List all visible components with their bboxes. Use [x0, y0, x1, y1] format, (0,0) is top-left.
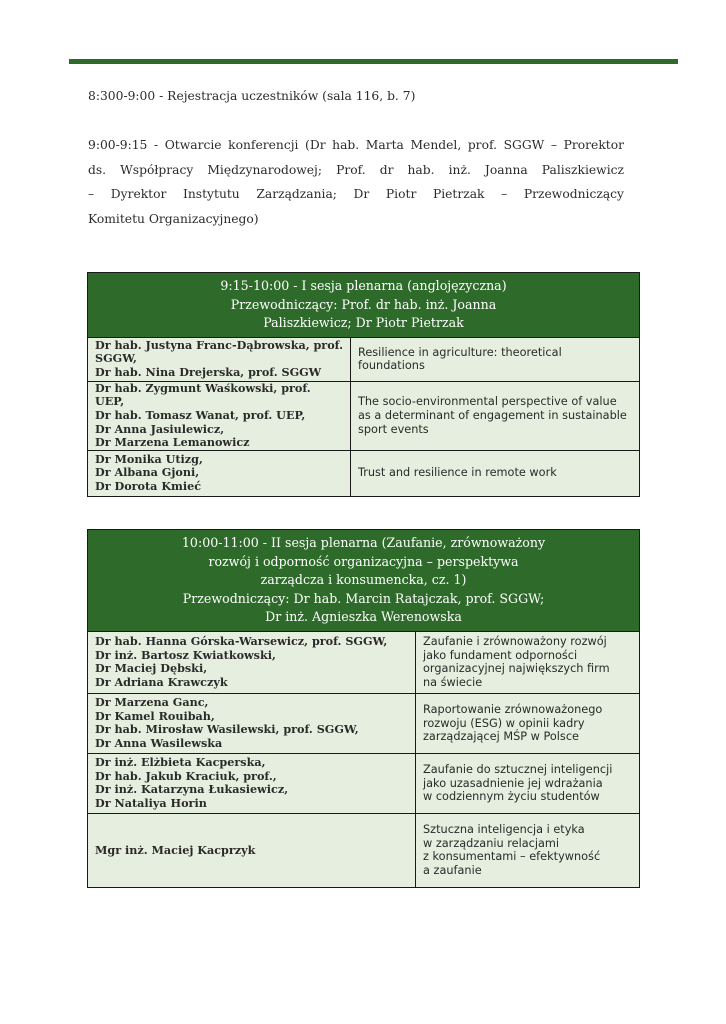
author-line: Dr Anna Wasilewska	[95, 736, 223, 751]
table-row	[88, 813, 640, 887]
talk-title-line: organizacyjnej największych firm	[423, 662, 610, 676]
author-line: Dr Dorota Kmieć	[95, 479, 202, 494]
session2-title-line: 10:00-11:00 - II sesja plenarna (Zaufanie, zrównoważony	[181, 535, 546, 550]
opening-line: ds. Współpracy Międzynarodowej; Prof. dr hab. inż. Joanna Paliszkiewicz	[88, 162, 624, 177]
authors-cell	[88, 337, 351, 381]
header-rule	[69, 59, 678, 64]
registration-line: 8:300-9:00 - Rejestracja uczestników (sala 116, b. 7)	[88, 89, 416, 103]
table-row	[88, 631, 640, 693]
talk-title-line: zarządzającej MŚP w Polsce	[423, 730, 579, 744]
author-line: Dr inż. Elżbieta Kacperska,	[95, 755, 266, 770]
table-row	[88, 381, 640, 450]
session1-header	[88, 273, 640, 338]
talk-title-cell	[416, 693, 640, 753]
table-row	[88, 337, 640, 381]
opening-paragraph	[88, 133, 624, 231]
opening-line: – Dyrektor Instytutu Zarządzania; Dr Piotr Pietrzak – Przewodniczący	[88, 187, 624, 201]
table-row	[88, 693, 640, 753]
session2-title-line: rozwój i odporność organizacyjna – perspektywa	[208, 553, 519, 569]
session1-title-line: Przewodniczący: Prof. dr hab. inż. Joanna	[230, 296, 497, 312]
author-line: Dr Adriana Krawczyk	[95, 675, 228, 690]
talk-title-line: w zarządzaniu relacjami	[423, 836, 560, 850]
talk-title-cell	[416, 813, 640, 887]
author-line: Dr hab. Tomasz Wanat, prof. UEP,	[95, 407, 306, 422]
author-line: Dr inż. Katarzyna Łukasiewicz,	[95, 782, 289, 797]
talk-title-line: Zaufanie i zrównoważony rozwój	[423, 635, 607, 649]
author-line: Dr Nataliya Horin	[95, 796, 207, 811]
session2-title-line: Dr inż. Agnieszka Werenowska	[265, 609, 462, 625]
author-line: Dr hab. Zygmunt Waśkowski, prof. UEP,	[95, 380, 311, 409]
author-line: Dr Maciej Dębski,	[95, 661, 208, 676]
talk-title-line: jako fundament odporności	[423, 648, 578, 662]
author-line: Dr hab. Jakub Kraciuk, prof.,	[95, 768, 277, 783]
table-row	[88, 450, 640, 496]
talk-title-cell	[416, 631, 640, 693]
author-line: Dr hab. Hanna Górska-Warsewicz, prof. SGGW,	[95, 634, 388, 649]
author-line: Dr Kamel Rouibah,	[95, 708, 215, 723]
authors-cell	[88, 450, 351, 496]
session2-table	[87, 529, 640, 888]
opening-line: 9:00-9:15 - Otwarcie konferencji (Dr hab. Marta Mendel, prof. SGGW – Prorektor	[88, 138, 624, 152]
talk-title-cell	[416, 753, 640, 813]
talk-title-line: na świecie	[423, 676, 483, 690]
author-line: Dr Marzena Lemanowicz	[95, 435, 250, 450]
authors-cell	[88, 753, 416, 813]
opening-line: Komitetu Organizacyjnego)	[88, 211, 259, 226]
authors-cell	[88, 693, 416, 753]
talk-title-line: Zaufanie do sztucznej inteligencji	[423, 763, 613, 777]
session2-title-line: zarządcza i konsumencka, cz. 1)	[260, 572, 467, 588]
author-line: Dr inż. Bartosz Kwiatkowski,	[95, 647, 276, 662]
table-row	[88, 753, 640, 813]
author-line: SGGW,	[95, 351, 137, 366]
author-line: Dr hab. Mirosław Wasilewski, prof. SGGW,	[95, 722, 359, 737]
talk-title-line: z konsumentami – efektywność	[423, 850, 601, 864]
author-line: Dr Marzena Ganc,	[95, 695, 209, 710]
session1-title-line: Paliszkiewicz; Dr Piotr Pietrzak	[263, 315, 464, 331]
talk-title-line: Sztuczna inteligencja i etyka	[423, 823, 585, 837]
talk-title-line: w codziennym życiu studentów	[423, 790, 600, 804]
talk-title-line: rozwoju (ESG) w opinii kadry	[423, 716, 585, 730]
talk-title-line: Raportowanie zrównoważonego	[423, 703, 603, 717]
authors-cell	[88, 631, 416, 693]
authors-cell	[88, 381, 351, 450]
author-line: Dr Albana Gjoni,	[95, 465, 200, 480]
talk-title-cell: The socio-environmental perspective of value as a determinant of engagement in sustainable sport events	[351, 381, 640, 450]
author-line: Dr hab. Nina Drejerska, prof. SGGW	[95, 365, 322, 380]
author-line: Mgr inż. Maciej Kacprzyk	[95, 842, 256, 857]
talk-title-cell: Trust and resilience in remote work	[351, 450, 640, 496]
talk-title-cell: Resilience in agriculture: theoretical foundations	[351, 337, 640, 381]
author-line: Dr Monika Utizg,	[95, 451, 203, 466]
author-line: Dr Anna Jasiulewicz,	[95, 421, 225, 436]
session1-title-line: 9:15-10:00 - I sesja plenarna (anglojęzyczna)	[220, 278, 507, 293]
session1-table	[87, 272, 640, 497]
session2-header	[88, 530, 640, 632]
session2-title-line: Przewodniczący: Dr hab. Marcin Ratajczak, prof. SGGW;	[182, 590, 545, 606]
talk-title-line: a zaufanie	[423, 864, 482, 878]
authors-cell	[88, 813, 416, 887]
talk-title-line: jako uzasadnienie jej wdrażania	[423, 776, 603, 790]
author-line: Dr hab. Justyna Franc-Dąbrowska, prof.	[95, 337, 343, 352]
